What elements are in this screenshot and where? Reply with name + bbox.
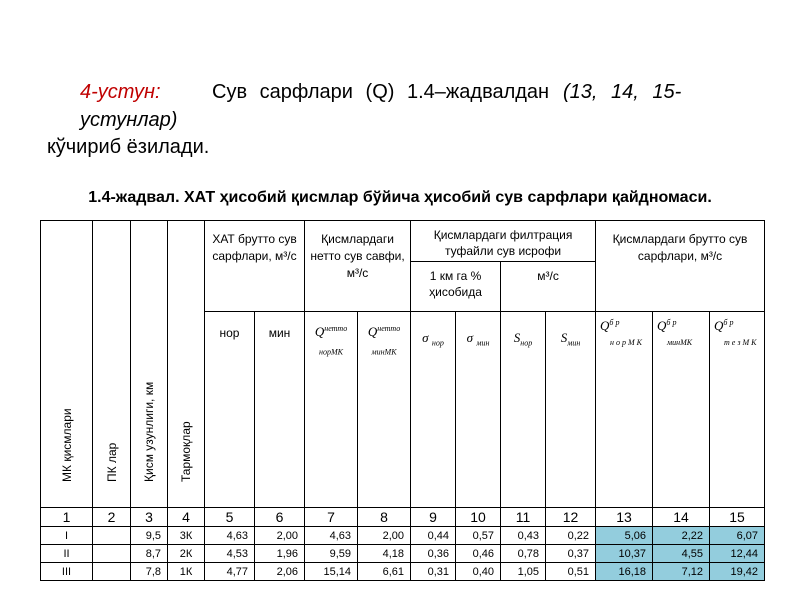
cell-value: 0,78 [501, 545, 546, 563]
header-brutto-group: ХАТ брутто сув сарфлари, м³/с [205, 221, 305, 312]
cell-value: 4,18 [358, 545, 411, 563]
cell-mk: II [41, 545, 93, 563]
cell-value: 0,37 [546, 545, 596, 563]
cell-value: 0,51 [546, 563, 596, 581]
cell-highlighted: 16,18 [596, 563, 653, 581]
cell-highlighted: 7,12 [653, 563, 710, 581]
intro-text: Сув сарфлари (Q) 1.4–жадвалдан [212, 81, 550, 103]
header-sigma-min: σ $_{мин}$ [456, 312, 501, 508]
cell-branch: 1К [168, 563, 205, 581]
header-q-netto-min: $Q^{нетто}$ $_{минМК}$ [358, 312, 411, 508]
cell-value: 4,63 [305, 527, 358, 545]
col-number: 8 [358, 508, 411, 527]
col-number: 12 [546, 508, 596, 527]
header-s-min: $S_{мин}$ [546, 312, 596, 508]
col-number: 13 [596, 508, 653, 527]
header-filtration-percent: 1 км га % ҳисобида [411, 262, 501, 312]
header-netto-group: Қисмлардаги нетто сув савфи, м³/с [305, 221, 411, 312]
col-number: 9 [411, 508, 456, 527]
cell-value: 2,00 [255, 527, 305, 545]
column-label: 4-устун: [80, 81, 161, 103]
table-row [41, 527, 765, 545]
cell-highlighted: 5,06 [596, 527, 653, 545]
col-number: 10 [456, 508, 501, 527]
cell-highlighted: 2,22 [653, 527, 710, 545]
header-filtration-group: Қисмлардаги филтрация туфайли сув исрофи [411, 221, 596, 262]
cell-value: 0,22 [546, 527, 596, 545]
cell-value: 15,14 [305, 563, 358, 581]
cell-branch: 2К [168, 545, 205, 563]
cell-length: 8,7 [131, 545, 168, 563]
col-number: 7 [305, 508, 358, 527]
cell-value: 9,59 [305, 545, 358, 563]
cell-highlighted: 6,07 [710, 527, 765, 545]
col-number: 3 [131, 508, 168, 527]
header-pk: ПК лар [93, 221, 131, 508]
cell-highlighted: 19,42 [710, 563, 765, 581]
header-brutto-nor: нор [205, 312, 255, 508]
col-number: 4 [168, 508, 205, 527]
header-filtration-m3s: м³/с [501, 262, 596, 312]
cell-length: 7,8 [131, 563, 168, 581]
header-mk-sections: МК қисмлари [41, 221, 93, 508]
col-number: 2 [93, 508, 131, 527]
col-number: 14 [653, 508, 710, 527]
cell-value: 1,05 [501, 563, 546, 581]
intro-line-3: кўчириб ёзилади. [47, 136, 210, 158]
table-row [41, 545, 765, 563]
header-q-brutto-tez: $Q^{б р}$ т е з М К [710, 312, 765, 508]
cell-value: 4,77 [205, 563, 255, 581]
cell-mk: I [41, 527, 93, 545]
cell-value: 0,43 [501, 527, 546, 545]
header-branches: Тармоқлар [168, 221, 205, 508]
header-total-group: Қисмлардаги брутто сув сарфлари, м³/с [596, 221, 765, 312]
cell-value: 6,61 [358, 563, 411, 581]
column-number-row [41, 508, 765, 527]
header-sigma-nor: σ $_{нор}$ [411, 312, 456, 508]
table-row [41, 563, 765, 581]
cell-pk [93, 563, 131, 581]
col-number: 1 [41, 508, 93, 527]
header-brutto-min: мин [255, 312, 305, 508]
cell-length: 9,5 [131, 527, 168, 545]
col-number: 15 [710, 508, 765, 527]
cell-value: 0,40 [456, 563, 501, 581]
cell-highlighted: 12,44 [710, 545, 765, 563]
cell-value: 2,06 [255, 563, 305, 581]
header-s-nor: $S_{нор}$ [501, 312, 546, 508]
col-number: 6 [255, 508, 305, 527]
cell-value: 4,53 [205, 545, 255, 563]
cell-value: 0,36 [411, 545, 456, 563]
column-reference-cont: устунлар) [80, 109, 178, 131]
cell-value: 2,00 [358, 527, 411, 545]
cell-branch: 3К [168, 527, 205, 545]
col-number: 11 [501, 508, 546, 527]
cell-pk [93, 527, 131, 545]
cell-mk: III [41, 563, 93, 581]
column-reference: (13, 14, 15- [563, 81, 682, 103]
cell-value: 1,96 [255, 545, 305, 563]
cell-value: 0,46 [456, 545, 501, 563]
cell-value: 0,44 [411, 527, 456, 545]
intro-line-1 [80, 81, 682, 104]
cell-value: 0,31 [411, 563, 456, 581]
cell-value: 4,63 [205, 527, 255, 545]
header-q-netto-nor: $Q^{нетто}$ $_{норМК}$ [305, 312, 358, 508]
cell-highlighted: 10,37 [596, 545, 653, 563]
cell-highlighted: 4,55 [653, 545, 710, 563]
col-number: 5 [205, 508, 255, 527]
cell-value: 0,57 [456, 527, 501, 545]
header-q-brutto-nor: $Q^{б р}$ н о р М К [596, 312, 653, 508]
cell-pk [93, 545, 131, 563]
table-caption: 1.4-жадвал. ХАТ ҳисобий қисмлар бўйича ҳисобий сув сарфлари қайдномаси. [88, 189, 712, 206]
header-section-length: Қисм узунлиги, км [131, 221, 168, 508]
discharge-table [40, 220, 765, 581]
header-q-brutto-min: $Q^{б р}$ минМК [653, 312, 710, 508]
